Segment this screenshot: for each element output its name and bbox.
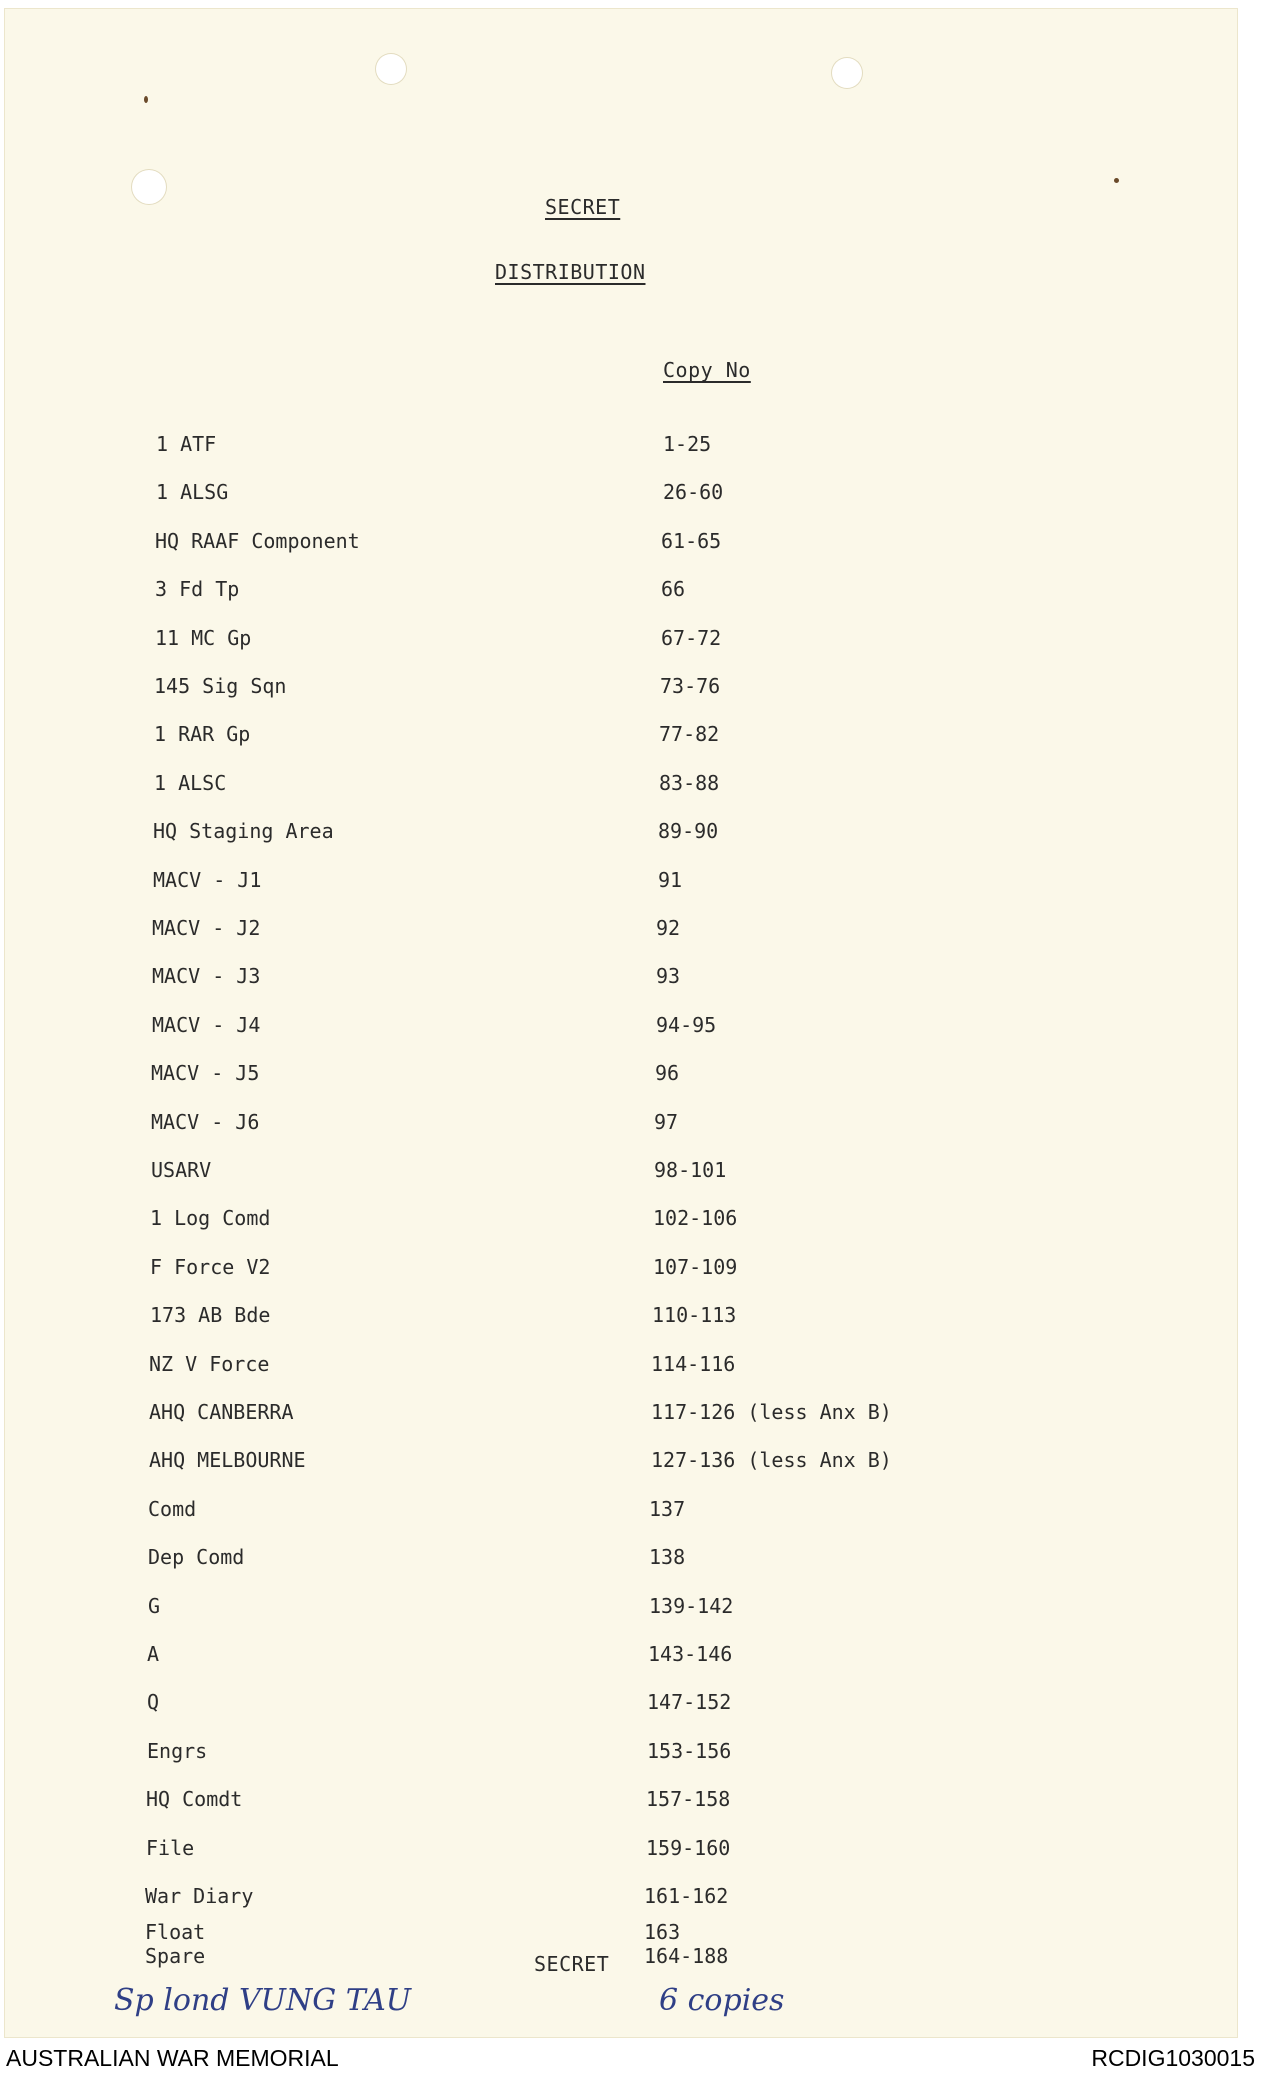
copy-number: 98-101 (654, 1158, 727, 1182)
recipient-name: NZ V Force (149, 1351, 270, 1376)
copy-number: 147-152 (647, 1690, 732, 1715)
distribution-row (152, 1013, 952, 1039)
distribution-row (146, 1787, 946, 1813)
distribution-row (153, 819, 953, 845)
distribution-title: DISTRIBUTION (495, 260, 646, 284)
recipient-name: MACV - J3 (152, 964, 261, 989)
copy-number: 143-146 (648, 1642, 733, 1666)
recipient-name: MACV - J2 (152, 916, 261, 940)
copy-number: 102-106 (653, 1206, 738, 1231)
recipient-name: File (146, 1835, 195, 1860)
paper-speck (144, 96, 148, 103)
recipient-name: MACV - J4 (152, 1012, 261, 1037)
recipient-name: 1 ALSG (156, 480, 229, 505)
footer-classification: SECRET (534, 1952, 610, 1976)
recipient-name: F Force V2 (150, 1254, 271, 1279)
copy-number: 77-82 (659, 722, 720, 747)
recipient-name: Q (147, 1690, 160, 1715)
copy-number: 73-76 (660, 674, 721, 698)
distribution-row (153, 868, 953, 894)
distribution-row (152, 916, 952, 942)
distribution-row (149, 1400, 949, 1426)
recipient-name: USARV (151, 1158, 212, 1182)
copy-number: 163 (644, 1920, 681, 1944)
distribution-row (146, 1836, 946, 1862)
recipient-name: A (147, 1642, 160, 1666)
distribution-row (154, 722, 954, 748)
paper-speck (1114, 178, 1119, 183)
recipient-name: Engrs (147, 1738, 208, 1763)
copy-number: 67-72 (661, 625, 722, 650)
recipient-name: G (148, 1593, 161, 1618)
copy-number: 157-158 (646, 1787, 731, 1812)
distribution-row (149, 1352, 949, 1378)
copy-number: 139-142 (649, 1593, 734, 1618)
distribution-row (156, 432, 956, 458)
copy-number: 137 (649, 1496, 686, 1521)
recipient-name: Dep Comd (148, 1545, 245, 1570)
copy-number: 107-109 (653, 1254, 738, 1279)
distribution-row (148, 1545, 948, 1571)
copy-number: 1-25 (663, 432, 712, 456)
copy-number: 114-116 (651, 1351, 736, 1376)
punch-hole (832, 58, 862, 88)
recipient-name: MACV - J1 (153, 867, 262, 892)
copy-number: 110-113 (652, 1303, 737, 1328)
recipient-name: HQ RAAF Component (155, 528, 360, 553)
copy-number: 127-136 (less Anx B) (651, 1448, 892, 1473)
distribution-row (147, 1690, 947, 1716)
distribution-row (151, 1158, 951, 1184)
distribution-row (150, 1255, 950, 1281)
distribution-row (145, 1884, 945, 1910)
distribution-row (155, 626, 955, 652)
recipient-name: AHQ CANBERRA (149, 1400, 294, 1424)
document-page (4, 8, 1238, 2038)
copy-number: 66 (661, 577, 686, 602)
distribution-row (151, 1110, 951, 1136)
recipient-name: Comd (148, 1496, 197, 1521)
recipient-name: HQ Staging Area (153, 819, 334, 844)
recipient-name: Spare (145, 1944, 206, 1968)
archive-footer-right: RCDIG1030015 (1091, 2045, 1255, 2071)
recipient-name: 1 ALSC (154, 770, 227, 795)
punch-hole (132, 170, 166, 204)
copy-number: 61-65 (661, 528, 722, 553)
punch-hole (376, 54, 406, 84)
copy-number: 93 (656, 964, 681, 989)
distribution-row (149, 1448, 949, 1474)
distribution-row (147, 1739, 947, 1765)
distribution-row (148, 1594, 948, 1620)
copy-number: 92 (656, 916, 681, 940)
copy-number: 89-90 (658, 819, 719, 844)
recipient-name: MACV - J5 (151, 1061, 260, 1086)
distribution-row (147, 1642, 947, 1668)
copy-number: 96 (655, 1061, 680, 1086)
copy-number: 26-60 (663, 480, 724, 505)
copy-number: 83-88 (659, 770, 720, 795)
distribution-row (152, 964, 952, 990)
copy-number: 97 (654, 1109, 679, 1134)
recipient-name: Float (145, 1920, 206, 1944)
recipient-name: War Diary (145, 1884, 254, 1908)
copy-number: 153-156 (647, 1738, 732, 1763)
copy-number: 117-126 (less Anx B) (651, 1400, 892, 1424)
recipient-name: 1 RAR Gp (154, 722, 251, 747)
recipient-name: AHQ MELBOURNE (149, 1448, 306, 1473)
recipient-name: MACV - J6 (151, 1109, 260, 1134)
recipient-name: 145 Sig Sqn (154, 674, 287, 698)
copy-number: 164-188 (644, 1944, 729, 1968)
recipient-name: 3 Fd Tp (155, 577, 240, 602)
handwritten-note-left: Sp lond VUNG TAU (114, 1983, 412, 2018)
copy-number: 91 (658, 867, 683, 892)
distribution-row (148, 1497, 948, 1523)
distribution-row (155, 529, 955, 555)
distribution-row (145, 1920, 945, 1946)
recipient-name: 1 Log Comd (150, 1206, 271, 1231)
recipient-name: 1 ATF (156, 432, 217, 456)
distribution-row (150, 1206, 950, 1232)
copy-number: 159-160 (646, 1835, 731, 1860)
archive-footer-left: AUSTRALIAN WAR MEMORIAL (6, 2045, 339, 2071)
handwritten-note-right: 6 copies (659, 1983, 785, 2018)
copy-no-header: Copy No (663, 358, 751, 382)
distribution-row (154, 771, 954, 797)
recipient-name: 11 MC Gp (155, 625, 252, 650)
recipient-name: HQ Comdt (146, 1787, 243, 1812)
distribution-row (154, 674, 954, 700)
copy-number: 94-95 (656, 1012, 717, 1037)
distribution-row (155, 577, 955, 603)
copy-number: 161-162 (644, 1884, 729, 1908)
copy-number: 138 (649, 1545, 686, 1570)
distribution-row (151, 1061, 951, 1087)
distribution-row (150, 1303, 950, 1329)
recipient-name: 173 AB Bde (150, 1303, 271, 1328)
distribution-row (156, 480, 956, 506)
classification-heading: SECRET (545, 195, 621, 219)
